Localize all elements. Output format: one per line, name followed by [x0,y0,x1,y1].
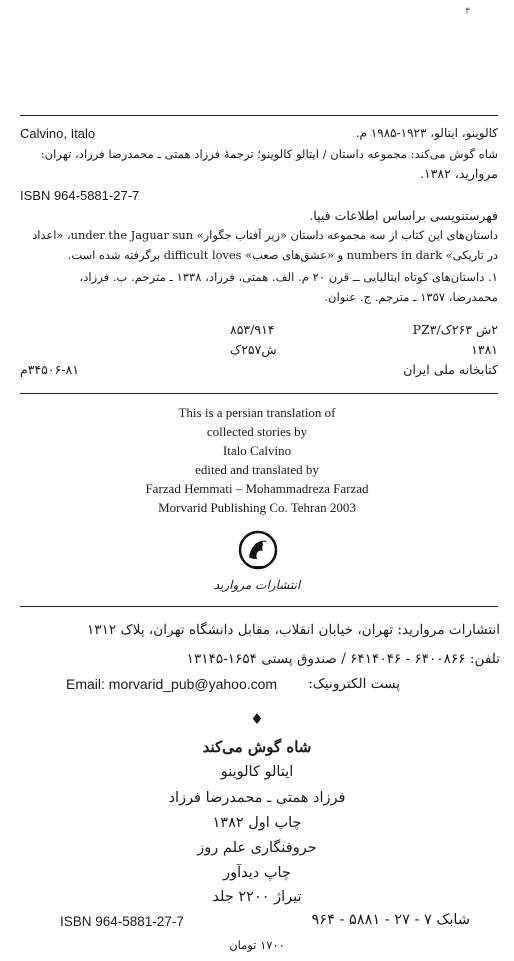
title-line: شاه گوش می‌کند: مجموعه داستان / ایتالو کالوینو؛ ترجمهٔ فرزاد همتی ـ محمدرضا فرزاد، تهران: [40,147,498,161]
author-persian: کالوینو، ایتالو، ۱۹۲۳-۱۹۸۵ م. [355,126,498,140]
note-line-1: داستان‌های این کتاب از سه مجموعه داستان «زیر آفتاب جگوار» under the Jaguar sun، «اعداد [32,228,498,242]
top-rule [20,115,498,116]
email-label: پست الکترونیک: [308,676,400,692]
colophon-printing: چاپ دیدآور [223,865,291,881]
cip-year: ۱۳۸۱ [471,342,498,357]
cutter-number: ش۲۵۷ک [230,342,277,357]
english-line-4: edited and translated by [195,462,319,477]
publisher-line: مروارید، ۱۳۸۲. [419,166,498,181]
corner-mark: ۴ [465,6,471,17]
english-line-3: Italo Calvino [222,443,292,458]
isbn-footer-latin: ISBN 964-5881-27-7 [60,914,184,929]
fipa-note: فهرستنویسی براساس اطلاعات فیپا. [309,208,498,223]
english-line-1: This is a persian translation of [178,405,336,420]
bird-in-circle-icon [237,529,279,575]
lc-number: ۲ش ۲۶۳ک/PZ۳ [412,322,498,337]
english-line-2: collected stories by [206,424,308,439]
colophon-translators: فرزاد همتی ـ محمدرضا فرزاد [168,790,346,806]
dewey-number: ۸۵۳/۹۱۴ [230,322,275,337]
national-library: کتابخانه ملی ایران [403,362,498,377]
isbn-cip: ISBN 964-5881-27-7 [20,188,140,203]
colophon-author: ایتالو کالوینو [220,764,294,780]
colophon-bullet: ♦ [250,710,264,728]
note-line-2: در تاریکی» numbers in dark و «عشق‌های صعب» difficult loves برگرفته شده است. [67,248,498,262]
subject-line-1: ۱. داستان‌های کوتاه ایتالیایی ــ قرن ۲۰ م. الف. همتی، فرزاد، ۱۳۳۸ ـ مترجم. ب. فرزاد، [79,270,498,284]
colophon-title: شاه گوش می‌کند [202,738,312,756]
english-line-6: Morvarid Publishing Co. Tehran 2003 [158,500,356,515]
contact-rule [20,606,498,607]
colophon-edition: چاپ اول ۱۳۸۲ [212,815,302,831]
publisher-address: انتشارات مروارید: تهران، خیابان انقلاب، مقابل دانشگاه تهران، پلاک ۱۳۱۲ [87,622,500,638]
middle-rule [20,393,498,394]
publisher-phone: تلفن: ۶۴۰۰۸۶۶ - ۶۴۱۴۰۴۶ / صندوق پستی ۱۶۵۴-۱۳۱۴۵ [186,651,500,667]
price: ۱۷۰۰ تومان [229,938,285,952]
colophon-typesetting: حروفنگاری علم روز [197,840,317,856]
record-number: ۳۴۵۰۶-۸۱م [20,362,79,377]
publisher-email: Email: morvarid_pub@yahoo.com [66,676,278,692]
publisher-logo [237,529,279,575]
author-latin: Calvino, Italo [20,126,96,141]
subject-line-2: محمدرضا، ۱۳۵۷ ـ مترجم. ج. عنوان. [324,290,498,304]
logo-caption: انتشارات مروارید [213,578,301,592]
english-line-5: Farzad Hemmati – Mohammadreza Farzad [145,481,369,496]
colophon-print-run: تیراژ ۲۲۰۰ جلد [212,889,302,905]
isbn-footer-persian: شابک ۷ - ۲۷ - ۵۸۸۱ - ۹۶۴ [311,912,470,928]
